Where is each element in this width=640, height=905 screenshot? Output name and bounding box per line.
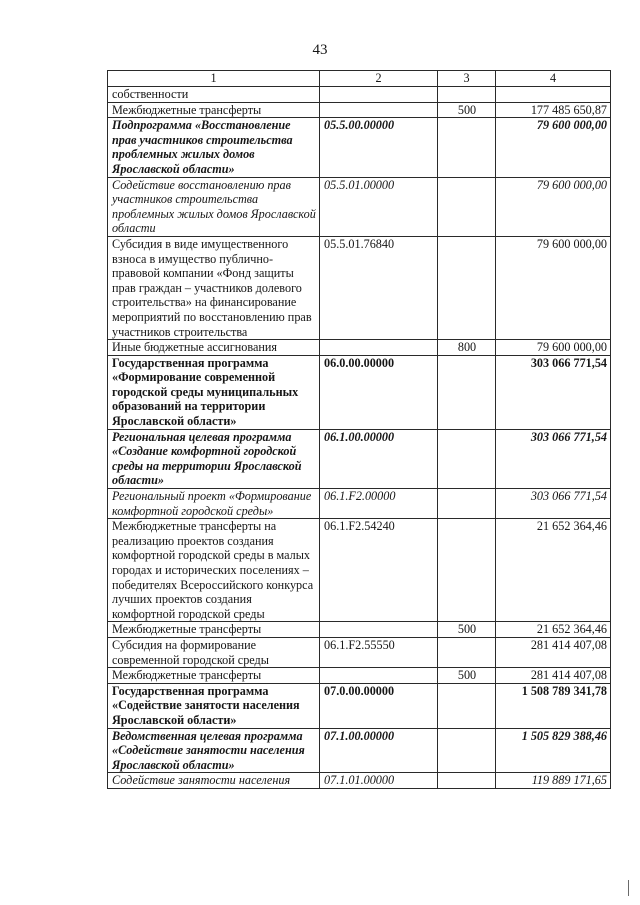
row-code-cell: 07.0.00.00000 (320, 683, 438, 728)
row-code-cell (320, 668, 438, 684)
row-name-cell: собственности (108, 87, 320, 103)
table-row (108, 355, 611, 429)
table-row (108, 519, 611, 622)
table-row (108, 773, 611, 789)
row-amount-cell: 21 652 364,46 (496, 622, 611, 638)
row-name-cell: Межбюджетные трансферты (108, 102, 320, 118)
table-row (108, 728, 611, 773)
row-type-cell (438, 236, 496, 339)
row-code-cell: 07.1.00.00000 (320, 728, 438, 773)
row-type-cell (438, 637, 496, 667)
row-name-cell: Государственная программа «Содействие занятости населения Ярославской области» (108, 683, 320, 728)
table-row (108, 429, 611, 488)
row-amount-cell: 79 600 000,00 (496, 177, 611, 236)
row-type-cell (438, 118, 496, 177)
row-amount-cell: 281 414 407,08 (496, 637, 611, 667)
table-row (108, 87, 611, 103)
column-header-1: 1 (108, 71, 320, 87)
row-type-cell (438, 429, 496, 488)
row-amount-cell: 79 600 000,00 (496, 118, 611, 177)
table-row (108, 489, 611, 519)
row-type-cell (438, 177, 496, 236)
row-name-cell: Иные бюджетные ассигнования (108, 340, 320, 356)
column-header-4: 4 (496, 71, 611, 87)
table-row (108, 668, 611, 684)
row-name-cell: Государственная программа «Формирование современной городской среды муниципальных образований на территории Ярославской области» (108, 355, 320, 429)
row-code-cell: 07.1.01.00000 (320, 773, 438, 789)
row-type-cell (438, 489, 496, 519)
row-code-cell: 05.5.00.00000 (320, 118, 438, 177)
row-code-cell: 06.1.F2.55550 (320, 637, 438, 667)
row-amount-cell: 21 652 364,46 (496, 519, 611, 622)
row-name-cell: Содействие занятости населения (108, 773, 320, 789)
row-code-cell (320, 340, 438, 356)
table-row (108, 622, 611, 638)
row-code-cell: 05.5.01.76840 (320, 236, 438, 339)
row-name-cell: Субсидия на формирование современной городской среды (108, 637, 320, 667)
row-type-cell: 800 (438, 340, 496, 356)
row-type-cell (438, 773, 496, 789)
row-type-cell: 500 (438, 622, 496, 638)
row-amount-cell: 79 600 000,00 (496, 236, 611, 339)
row-name-cell: Подпрограмма «Восстановление прав участников строительства проблемных жилых домов Ярославской области» (108, 118, 320, 177)
table-row (108, 683, 611, 728)
row-code-cell (320, 102, 438, 118)
row-code-cell: 06.1.F2.54240 (320, 519, 438, 622)
table-row (108, 637, 611, 667)
row-name-cell: Субсидия в виде имущественного взноса в имущество публично-правовой компании «Фонд защиты прав граждан – участников долевого строительства» на финансирование мероприятий по восстановлению прав участников строительства (108, 236, 320, 339)
column-header-2: 2 (320, 71, 438, 87)
table-header-row (108, 71, 611, 87)
row-amount-cell: 119 889 171,65 (496, 773, 611, 789)
row-type-cell (438, 87, 496, 103)
row-name-cell: Межбюджетные трансферты (108, 668, 320, 684)
row-code-cell (320, 622, 438, 638)
row-code-cell: 05.5.01.00000 (320, 177, 438, 236)
row-name-cell: Межбюджетные трансферты на реализацию проектов создания комфортной городской среды в малых городах и исторических поселениях – победителях Всероссийского конкурса лучших проектов создания комфортной городской среды (108, 519, 320, 622)
row-name-cell: Региональная целевая программа «Создание комфортной городской среды на территории Ярославской области» (108, 429, 320, 488)
row-amount-cell: 303 066 771,54 (496, 355, 611, 429)
row-code-cell: 06.1.00.00000 (320, 429, 438, 488)
row-amount-cell: 281 414 407,08 (496, 668, 611, 684)
row-type-cell (438, 519, 496, 622)
scan-edge-mark (628, 880, 629, 896)
row-amount-cell (496, 87, 611, 103)
table-row (108, 236, 611, 339)
row-amount-cell: 303 066 771,54 (496, 489, 611, 519)
row-type-cell: 500 (438, 102, 496, 118)
row-name-cell: Ведомственная целевая программа «Содействие занятости населения Ярославской области» (108, 728, 320, 773)
table-row (108, 118, 611, 177)
table-row (108, 177, 611, 236)
row-code-cell: 06.0.00.00000 (320, 355, 438, 429)
table-row (108, 340, 611, 356)
row-code-cell: 06.1.F2.00000 (320, 489, 438, 519)
row-name-cell: Межбюджетные трансферты (108, 622, 320, 638)
page-number: 43 (312, 42, 328, 58)
table-row (108, 102, 611, 118)
row-type-cell: 500 (438, 668, 496, 684)
row-type-cell (438, 355, 496, 429)
row-amount-cell: 1 505 829 388,46 (496, 728, 611, 773)
row-type-cell (438, 728, 496, 773)
row-amount-cell: 177 485 650,87 (496, 102, 611, 118)
row-name-cell: Региональный проект «Формирование комфортной городской среды» (108, 489, 320, 519)
budget-table (107, 70, 611, 789)
row-code-cell (320, 87, 438, 103)
row-amount-cell: 303 066 771,54 (496, 429, 611, 488)
row-name-cell: Содействие восстановлению прав участников строительства проблемных жилых домов Ярославской области (108, 177, 320, 236)
row-amount-cell: 79 600 000,00 (496, 340, 611, 356)
column-header-3: 3 (438, 71, 496, 87)
row-amount-cell: 1 508 789 341,78 (496, 683, 611, 728)
row-type-cell (438, 683, 496, 728)
